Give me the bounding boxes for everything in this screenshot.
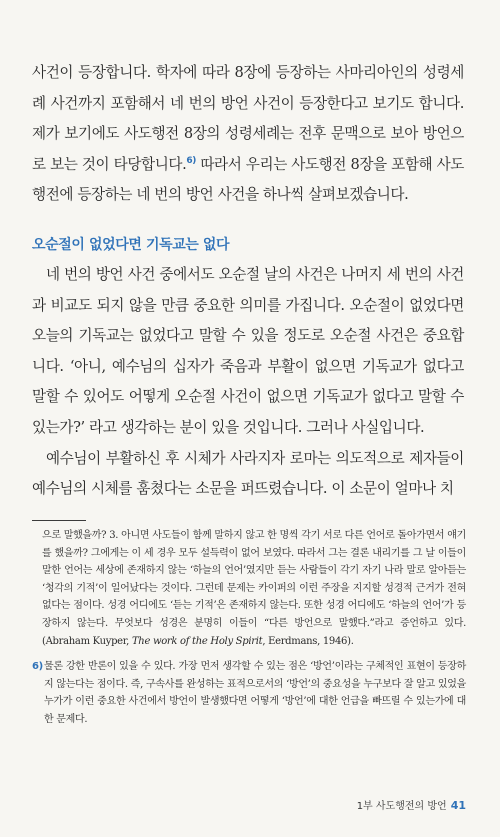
running-footer xyxy=(357,797,466,812)
footnote-continued-text: 으로 말했을까? 3. 아니면 사도들이 함께 말하지 않고 한 명씩 각기 서로 다른 언어로 돌아가면서 얘기를 했을까? 그에게는 이 세 경우 모두 설득력이 없어 보였다. 따라서 그는 결론 내리기를 그 날 이들이 말한 언어는 세상에 존재하지 않는 ‘하늘의 언어’였지만 듣는 사람들이 각기 자기 나라 말로 알아듣는 ‘청각의 기적’이 일어났다는 것이다. 그런데 문제는 카이퍼의 이런 주장을 지지할 성경적 근거가 전혀 없다는 점이다. 성경 어디에도 ‘듣는 기적’은 존재하지 않는다. 또한 성경 어디에도 ‘하늘의 언어’가 등장하지 않는다. 무엇보다 성경은 분명히 이들이 “다른 방언으로 말했다.”라고 증언하고 있다.(Abraham Kuyper, xyxy=(42,530,466,647)
body-text xyxy=(32,58,464,505)
section-paragraph-2: 예수님이 부활하신 후 시체가 사라지자 로마는 의도적으로 제자들이 예수님의 시체를 훔쳤다는 소문을 퍼뜨렸습니다. 이 소문이 얼마나 치 xyxy=(32,449,464,498)
running-footer-label: 1부 사도행전의 방언 xyxy=(356,801,447,812)
footnote-book-title: The work of the Holy Spirit xyxy=(131,635,263,647)
footnote-continued-tail: , Eerdmans, 1946). xyxy=(262,635,354,647)
footnote-6 xyxy=(32,658,466,728)
page-number: 41 xyxy=(450,799,466,812)
footnote-continued xyxy=(32,527,466,650)
section-heading: 오순절이 없었다면 기독교는 없다 xyxy=(32,236,230,253)
footnote-number: 6) xyxy=(32,661,43,673)
footnote-text: 물론 강한 반론이 있을 수 있다. 가장 먼저 생각할 수 있는 점은 ‘방언’이라는 구체적인 표현이 등장하지 않는다는 점이다. 즉, 구속사를 완성하는 표적으로서의 ‘방언’의 중요성을 누구보다 잘 알고 있었을 누가가 이런 중요한 사건에서 방언이 발생했다면 어떻게 ‘방언’에 대한 언급을 빠뜨릴 수 있는가에 대한 문제다. xyxy=(44,661,466,725)
intro-paragraph xyxy=(32,58,464,211)
intro-text-part2: 따라서 우리는 사도행전 8장을 포함해 사도행전에 등장하는 네 번의 방언 사건을 하나씩 살펴보겠습니다. xyxy=(32,155,464,204)
footnote-reference[interactable]: 6) xyxy=(186,155,196,166)
footnotes xyxy=(32,527,466,729)
intro-text-part1: 사건이 등장합니다. 학자에 따라 8장에 등장하는 사마리아인의 성령세례 사건까지 포함해서 네 번의 방언 사건이 등장한다고 보기도 합니다. 제가 보기에도 사도행전 8장의 성령세례는 전후 문맥으로 보아 방언으로 보는 것이 타당합니다. xyxy=(32,64,464,173)
footnote-divider xyxy=(32,520,86,521)
section-paragraph-1: 네 번의 방언 사건 중에서도 오순절 날의 사건은 나머지 세 번의 사건과 비교도 되지 않을 만큼 중요한 의미를 가집니다. 오순절이 없었다면 오늘의 기독교는 없었다고 말할 수 있을 정도로 오순절 사건은 중요합니다. ‘아니, 예수님의 십자가 죽음과 부활이 없으면 기독교가 없다고 말할 수 있어도 어떻게 오순절 사건이 없으면 기독교가 없다고 말할 수 있는가?’ 라고 생각하는 분이 있을 것입니다. 그러나 사실입니다. xyxy=(32,265,464,436)
